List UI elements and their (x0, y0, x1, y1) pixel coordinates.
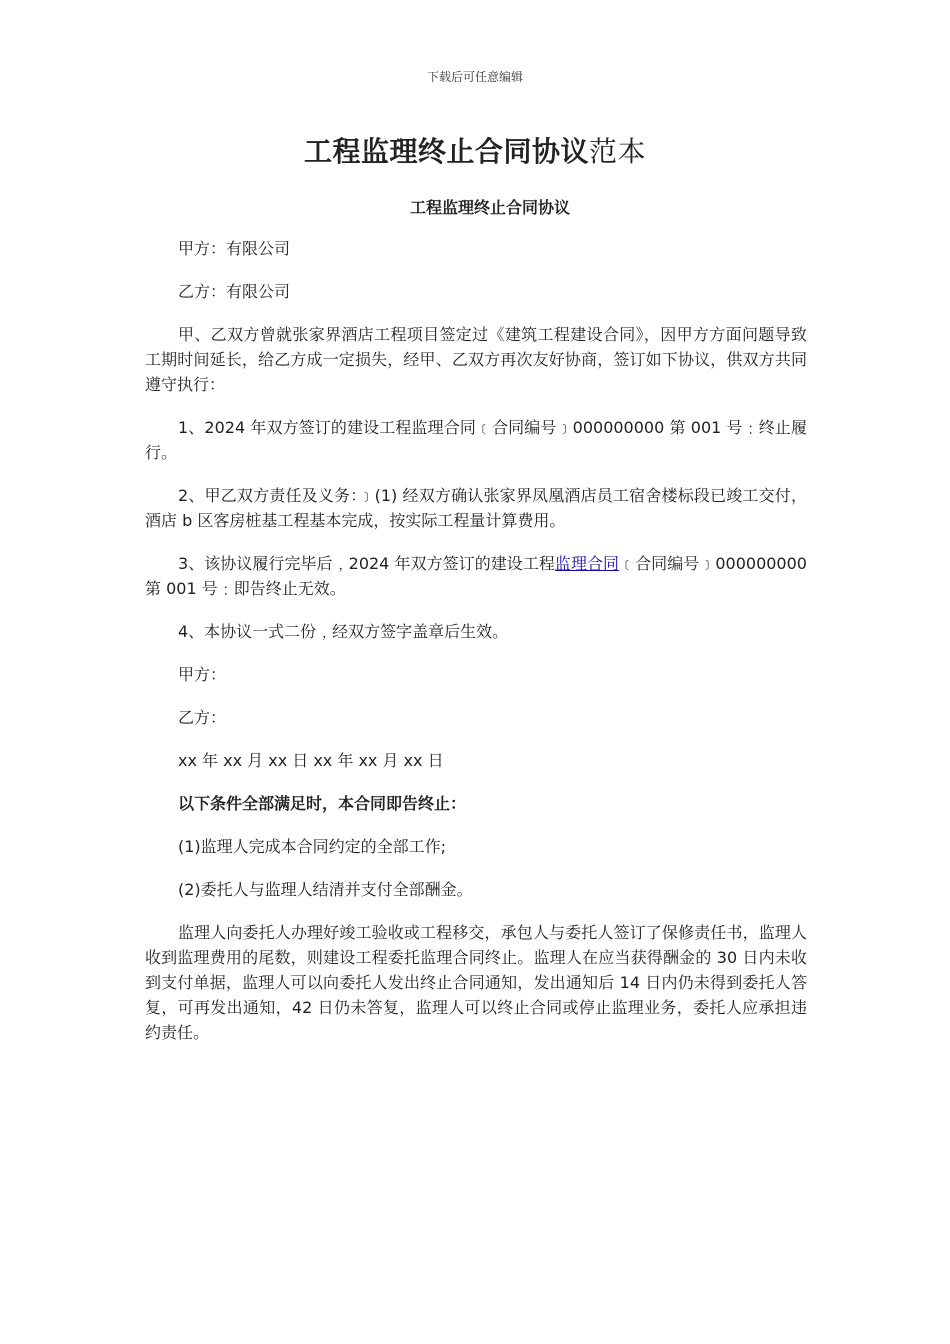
clause-4: 4、本协议一式二份﹐经双方签字盖章后生效。 (178, 622, 509, 641)
termination-conditions-heading: 以下条件全部满足时，本合同即告终止： (178, 794, 467, 813)
page-title (0, 130, 950, 170)
termination-condition-2: (2)委托人与监理人结清并支付全部酬金。 (178, 880, 473, 899)
clause-3-text-start: 3、该协议履行完毕后﹐2024 年双方签订的建设工程 (178, 554, 555, 573)
clause-3 (145, 551, 807, 601)
termination-condition-1: (1)监理人完成本合同约定的全部工作; (178, 837, 447, 856)
party-a-line: 甲方：有限公司 (178, 239, 291, 258)
clause-1: 1、2024 年双方签订的建设工程监理合同﹝合同编号﹞000000000 第 001 号﹕终止履行。 (145, 418, 807, 462)
clause-2: 2、甲乙双方责任及义务：﹞(1) 经双方确认张家界凤凰酒店员工宿舍楼标段已竣工交付，酒店 b 区客房桩基工程基本完成，按实际工程量计算费用。 (145, 486, 807, 530)
signature-party-a: 甲方： (178, 665, 227, 684)
signature-dates: xx 年 xx 月 xx 日 xx 年 xx 月 xx 日 (178, 751, 444, 770)
document-subtitle: 工程监理终止合同协议 (409, 198, 570, 217)
party-b-line: 乙方：有限公司 (178, 282, 291, 301)
intro-paragraph: 甲、乙双方曾就张家界酒店工程项目签定过《建筑工程建设合同》，因甲方方面问题导致工期时间延长，给乙方成一定损失，经甲、乙双方再次友好协商，签订如下协议，供双方共同遵守执行： (145, 325, 807, 394)
page-title-main: 工程监理终止合同协议 (303, 135, 589, 168)
clause-3-text-end: ﹝合同编号﹞000000000 第 001 号﹕即告终止无效。 (145, 554, 807, 598)
header-note: 下载后可任意编辑 (426, 70, 523, 84)
closing-paragraph: 监理人向委托人办理好竣工验收或工程移交，承包人与委托人签订了保修责任书，监理人收到监理费用的尾数，则建设工程委托监理合同终止。监理人在应当获得酬金的 30 日内未收到支付单据，监理人可以向委托人发出终止合同通知，发出通知后 14 日内仍未得到委托人答复，可再发出通知，42 日仍未答复，监理人可以终止合同或停止监理业务，委托人应承担违约责任。 (145, 923, 807, 1042)
contract-link[interactable]: 监理合同 (554, 554, 620, 573)
page-title-suffix: 范本 (589, 135, 647, 168)
signature-party-b: 乙方： (178, 708, 227, 727)
document-body (145, 236, 807, 1063)
